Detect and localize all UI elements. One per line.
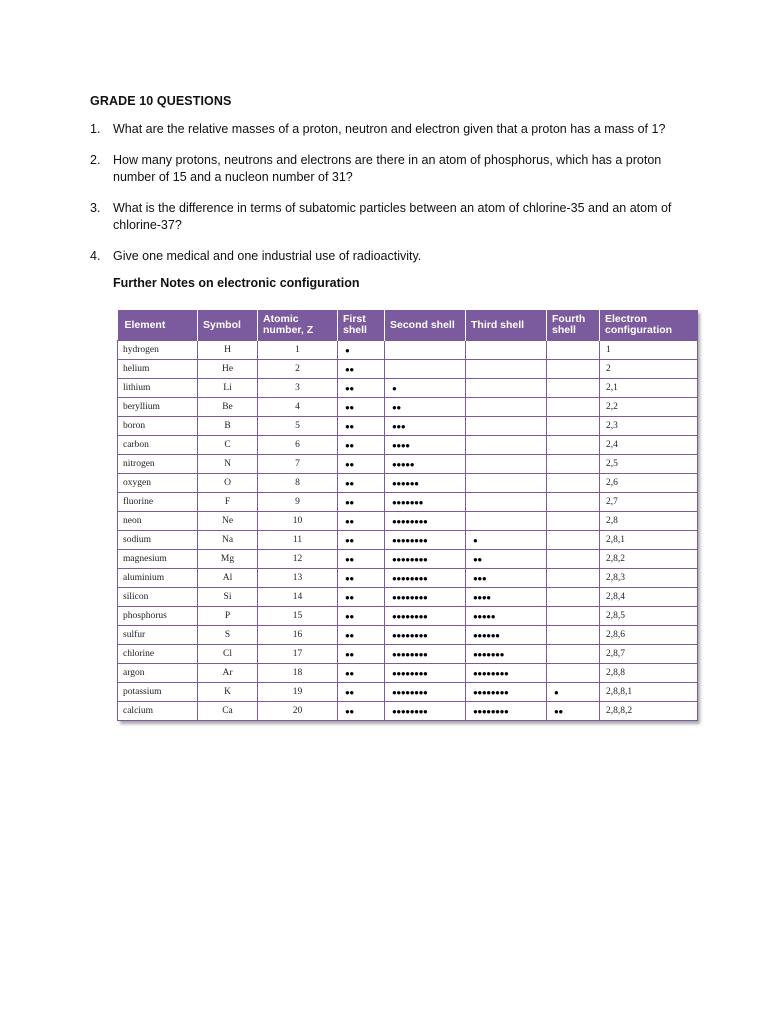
cell-second-shell: ●●●●●●●●	[385, 512, 466, 531]
cell-second-shell: ●	[385, 379, 466, 398]
cell-first-shell: ●●	[338, 379, 385, 398]
cell-symbol: Be	[198, 398, 258, 417]
table-row	[118, 474, 698, 493]
table-row	[118, 512, 698, 531]
cell-electron-configuration: 2,6	[600, 474, 698, 493]
cell-symbol: F	[198, 493, 258, 512]
cell-electron-configuration: 2,8,2	[600, 550, 698, 569]
cell-symbol: P	[198, 607, 258, 626]
cell-fourth-shell	[547, 436, 600, 455]
cell-symbol: H	[198, 341, 258, 360]
cell-symbol: K	[198, 683, 258, 702]
cell-element: oxygen	[118, 474, 198, 493]
question-number: 2.	[90, 153, 101, 167]
cell-first-shell: ●●	[338, 588, 385, 607]
cell-first-shell: ●●	[338, 607, 385, 626]
cell-electron-configuration: 2,7	[600, 493, 698, 512]
header-third-shell: Third shell	[466, 310, 547, 341]
cell-symbol: B	[198, 417, 258, 436]
table-row	[118, 569, 698, 588]
header-first-shell: First shell	[338, 310, 385, 341]
cell-second-shell: ●●●●●●●	[385, 493, 466, 512]
cell-first-shell: ●●	[338, 664, 385, 683]
cell-symbol: Mg	[198, 550, 258, 569]
cell-electron-configuration: 2,8,8	[600, 664, 698, 683]
cell-third-shell: ●●●●●●●●	[466, 683, 547, 702]
cell-electron-configuration: 1	[600, 341, 698, 360]
cell-second-shell: ●●●●●●●●	[385, 588, 466, 607]
table-row	[118, 360, 698, 379]
cell-second-shell	[385, 341, 466, 360]
notes-title: Further Notes on electronic configuration	[113, 276, 360, 290]
cell-fourth-shell	[547, 645, 600, 664]
cell-element: aluminium	[118, 569, 198, 588]
cell-third-shell	[466, 455, 547, 474]
table-row	[118, 379, 698, 398]
cell-atomic-number: 13	[258, 569, 338, 588]
cell-atomic-number: 11	[258, 531, 338, 550]
cell-third-shell: ●●●●●	[466, 607, 547, 626]
cell-electron-configuration: 2,5	[600, 455, 698, 474]
cell-element: sulfur	[118, 626, 198, 645]
question-text: How many protons, neutrons and electrons are there in an atom of phosphorus, which has a proton number of 15 and a nucleon number of 31?	[113, 153, 662, 184]
cell-element: carbon	[118, 436, 198, 455]
cell-fourth-shell	[547, 474, 600, 493]
cell-element: beryllium	[118, 398, 198, 417]
electron-configuration-table	[117, 310, 697, 721]
question-number: 4.	[90, 249, 101, 263]
table-row	[118, 588, 698, 607]
table-row	[118, 645, 698, 664]
cell-element: chlorine	[118, 645, 198, 664]
cell-element: sodium	[118, 531, 198, 550]
cell-third-shell: ●	[466, 531, 547, 550]
cell-element: boron	[118, 417, 198, 436]
cell-element: lithium	[118, 379, 198, 398]
cell-symbol: N	[198, 455, 258, 474]
cell-atomic-number: 17	[258, 645, 338, 664]
config-table	[117, 310, 698, 721]
cell-fourth-shell	[547, 588, 600, 607]
cell-third-shell	[466, 512, 547, 531]
cell-second-shell: ●●●●●●●●	[385, 569, 466, 588]
cell-atomic-number: 18	[258, 664, 338, 683]
cell-atomic-number: 19	[258, 683, 338, 702]
cell-symbol: Ne	[198, 512, 258, 531]
table-row	[118, 417, 698, 436]
cell-second-shell: ●●●●●	[385, 455, 466, 474]
cell-third-shell: ●●●●●●●●	[466, 702, 547, 721]
cell-second-shell: ●●●●●●●●	[385, 664, 466, 683]
cell-element: phosphorus	[118, 607, 198, 626]
table-row	[118, 664, 698, 683]
cell-first-shell: ●●	[338, 550, 385, 569]
cell-first-shell: ●●	[338, 474, 385, 493]
question-item	[90, 152, 690, 186]
cell-third-shell	[466, 341, 547, 360]
cell-atomic-number: 2	[258, 360, 338, 379]
cell-second-shell: ●●●●●●●●	[385, 683, 466, 702]
table-row	[118, 341, 698, 360]
cell-symbol: He	[198, 360, 258, 379]
cell-atomic-number: 9	[258, 493, 338, 512]
cell-element: helium	[118, 360, 198, 379]
cell-electron-configuration: 2,8,5	[600, 607, 698, 626]
question-number: 1.	[90, 122, 101, 136]
cell-symbol: Ca	[198, 702, 258, 721]
table-header-row	[118, 310, 698, 341]
cell-fourth-shell	[547, 531, 600, 550]
cell-first-shell: ●●	[338, 702, 385, 721]
cell-fourth-shell	[547, 493, 600, 512]
question-item	[90, 200, 690, 234]
cell-atomic-number: 20	[258, 702, 338, 721]
cell-third-shell	[466, 379, 547, 398]
cell-second-shell: ●●●●●●●●	[385, 607, 466, 626]
table-row	[118, 436, 698, 455]
table-row	[118, 626, 698, 645]
cell-fourth-shell	[547, 379, 600, 398]
question-number: 3.	[90, 201, 101, 215]
cell-electron-configuration: 2,8,3	[600, 569, 698, 588]
cell-first-shell: ●●	[338, 683, 385, 702]
cell-atomic-number: 14	[258, 588, 338, 607]
table-row	[118, 455, 698, 474]
cell-fourth-shell	[547, 341, 600, 360]
cell-atomic-number: 4	[258, 398, 338, 417]
table-row	[118, 398, 698, 417]
cell-fourth-shell	[547, 417, 600, 436]
page-heading: GRADE 10 QUESTIONS	[90, 94, 232, 108]
cell-first-shell: ●●	[338, 512, 385, 531]
cell-first-shell: ●●	[338, 569, 385, 588]
cell-third-shell	[466, 474, 547, 493]
cell-element: hydrogen	[118, 341, 198, 360]
cell-third-shell: ●●	[466, 550, 547, 569]
cell-second-shell: ●●●●●●●●	[385, 702, 466, 721]
cell-electron-configuration: 2,1	[600, 379, 698, 398]
cell-element: magnesium	[118, 550, 198, 569]
cell-first-shell: ●●	[338, 398, 385, 417]
cell-electron-configuration: 2,8,7	[600, 645, 698, 664]
header-element: Element	[118, 310, 198, 341]
table-row	[118, 607, 698, 626]
header-atomic-number: Atomic number, Z	[258, 310, 338, 341]
cell-third-shell: ●●●	[466, 569, 547, 588]
cell-fourth-shell	[547, 455, 600, 474]
cell-fourth-shell	[547, 398, 600, 417]
cell-atomic-number: 12	[258, 550, 338, 569]
question-list	[90, 121, 690, 279]
cell-first-shell: ●	[338, 341, 385, 360]
cell-third-shell	[466, 417, 547, 436]
cell-electron-configuration: 2,8,8,2	[600, 702, 698, 721]
cell-electron-configuration: 2,2	[600, 398, 698, 417]
cell-third-shell: ●●●●●●●	[466, 645, 547, 664]
cell-electron-configuration: 2,8,6	[600, 626, 698, 645]
cell-fourth-shell: ●●	[547, 702, 600, 721]
cell-element: argon	[118, 664, 198, 683]
cell-third-shell: ●●●●●●	[466, 626, 547, 645]
cell-first-shell: ●●	[338, 455, 385, 474]
cell-third-shell: ●●●●	[466, 588, 547, 607]
cell-third-shell	[466, 360, 547, 379]
cell-third-shell	[466, 398, 547, 417]
cell-fourth-shell	[547, 569, 600, 588]
question-item	[90, 121, 690, 138]
cell-fourth-shell	[547, 626, 600, 645]
question-text: Give one medical and one industrial use of radioactivity.	[113, 249, 422, 263]
cell-symbol: C	[198, 436, 258, 455]
cell-first-shell: ●●	[338, 626, 385, 645]
cell-third-shell	[466, 493, 547, 512]
cell-second-shell: ●●●●●●	[385, 474, 466, 493]
table-row	[118, 531, 698, 550]
cell-symbol: Al	[198, 569, 258, 588]
cell-second-shell: ●●●●●●●●	[385, 626, 466, 645]
header-fourth-shell: Fourth shell	[547, 310, 600, 341]
cell-atomic-number: 10	[258, 512, 338, 531]
cell-fourth-shell	[547, 664, 600, 683]
cell-symbol: Si	[198, 588, 258, 607]
header-electron-configuration: Electron configuration	[600, 310, 698, 341]
table-row	[118, 493, 698, 512]
cell-element: silicon	[118, 588, 198, 607]
cell-atomic-number: 7	[258, 455, 338, 474]
cell-third-shell	[466, 436, 547, 455]
cell-element: calcium	[118, 702, 198, 721]
cell-fourth-shell	[547, 512, 600, 531]
cell-first-shell: ●●	[338, 436, 385, 455]
cell-second-shell: ●●●●●●●●	[385, 550, 466, 569]
header-symbol: Symbol	[198, 310, 258, 341]
cell-first-shell: ●●	[338, 645, 385, 664]
cell-third-shell: ●●●●●●●●	[466, 664, 547, 683]
question-item	[90, 248, 690, 265]
question-text: What is the difference in terms of subatomic particles between an atom of chlorine-35 and an atom of chlorine-37?	[113, 201, 672, 232]
cell-first-shell: ●●	[338, 417, 385, 436]
question-text: What are the relative masses of a proton, neutron and electron given that a proton has a mass of 1?	[113, 122, 666, 136]
cell-atomic-number: 5	[258, 417, 338, 436]
cell-electron-configuration: 2,8	[600, 512, 698, 531]
cell-second-shell	[385, 360, 466, 379]
cell-fourth-shell	[547, 607, 600, 626]
table-row	[118, 702, 698, 721]
cell-fourth-shell	[547, 360, 600, 379]
cell-fourth-shell	[547, 550, 600, 569]
table-row	[118, 683, 698, 702]
cell-electron-configuration: 2,8,4	[600, 588, 698, 607]
header-second-shell: Second shell	[385, 310, 466, 341]
cell-electron-configuration: 2	[600, 360, 698, 379]
cell-element: nitrogen	[118, 455, 198, 474]
cell-symbol: O	[198, 474, 258, 493]
cell-atomic-number: 8	[258, 474, 338, 493]
cell-atomic-number: 1	[258, 341, 338, 360]
cell-element: fluorine	[118, 493, 198, 512]
cell-atomic-number: 16	[258, 626, 338, 645]
cell-symbol: Li	[198, 379, 258, 398]
cell-electron-configuration: 2,3	[600, 417, 698, 436]
table-body	[118, 341, 698, 721]
cell-electron-configuration: 2,8,8,1	[600, 683, 698, 702]
table-row	[118, 550, 698, 569]
cell-second-shell: ●●●●	[385, 436, 466, 455]
cell-first-shell: ●●	[338, 493, 385, 512]
cell-second-shell: ●●	[385, 398, 466, 417]
cell-second-shell: ●●●●●●●●	[385, 531, 466, 550]
cell-symbol: Ar	[198, 664, 258, 683]
cell-atomic-number: 6	[258, 436, 338, 455]
cell-atomic-number: 3	[258, 379, 338, 398]
cell-element: potassium	[118, 683, 198, 702]
cell-fourth-shell: ●	[547, 683, 600, 702]
cell-first-shell: ●●	[338, 531, 385, 550]
cell-atomic-number: 15	[258, 607, 338, 626]
cell-second-shell: ●●●●●●●●	[385, 645, 466, 664]
cell-symbol: Cl	[198, 645, 258, 664]
cell-symbol: Na	[198, 531, 258, 550]
cell-electron-configuration: 2,8,1	[600, 531, 698, 550]
cell-first-shell: ●●	[338, 360, 385, 379]
cell-electron-configuration: 2,4	[600, 436, 698, 455]
cell-second-shell: ●●●	[385, 417, 466, 436]
cell-symbol: S	[198, 626, 258, 645]
cell-element: neon	[118, 512, 198, 531]
